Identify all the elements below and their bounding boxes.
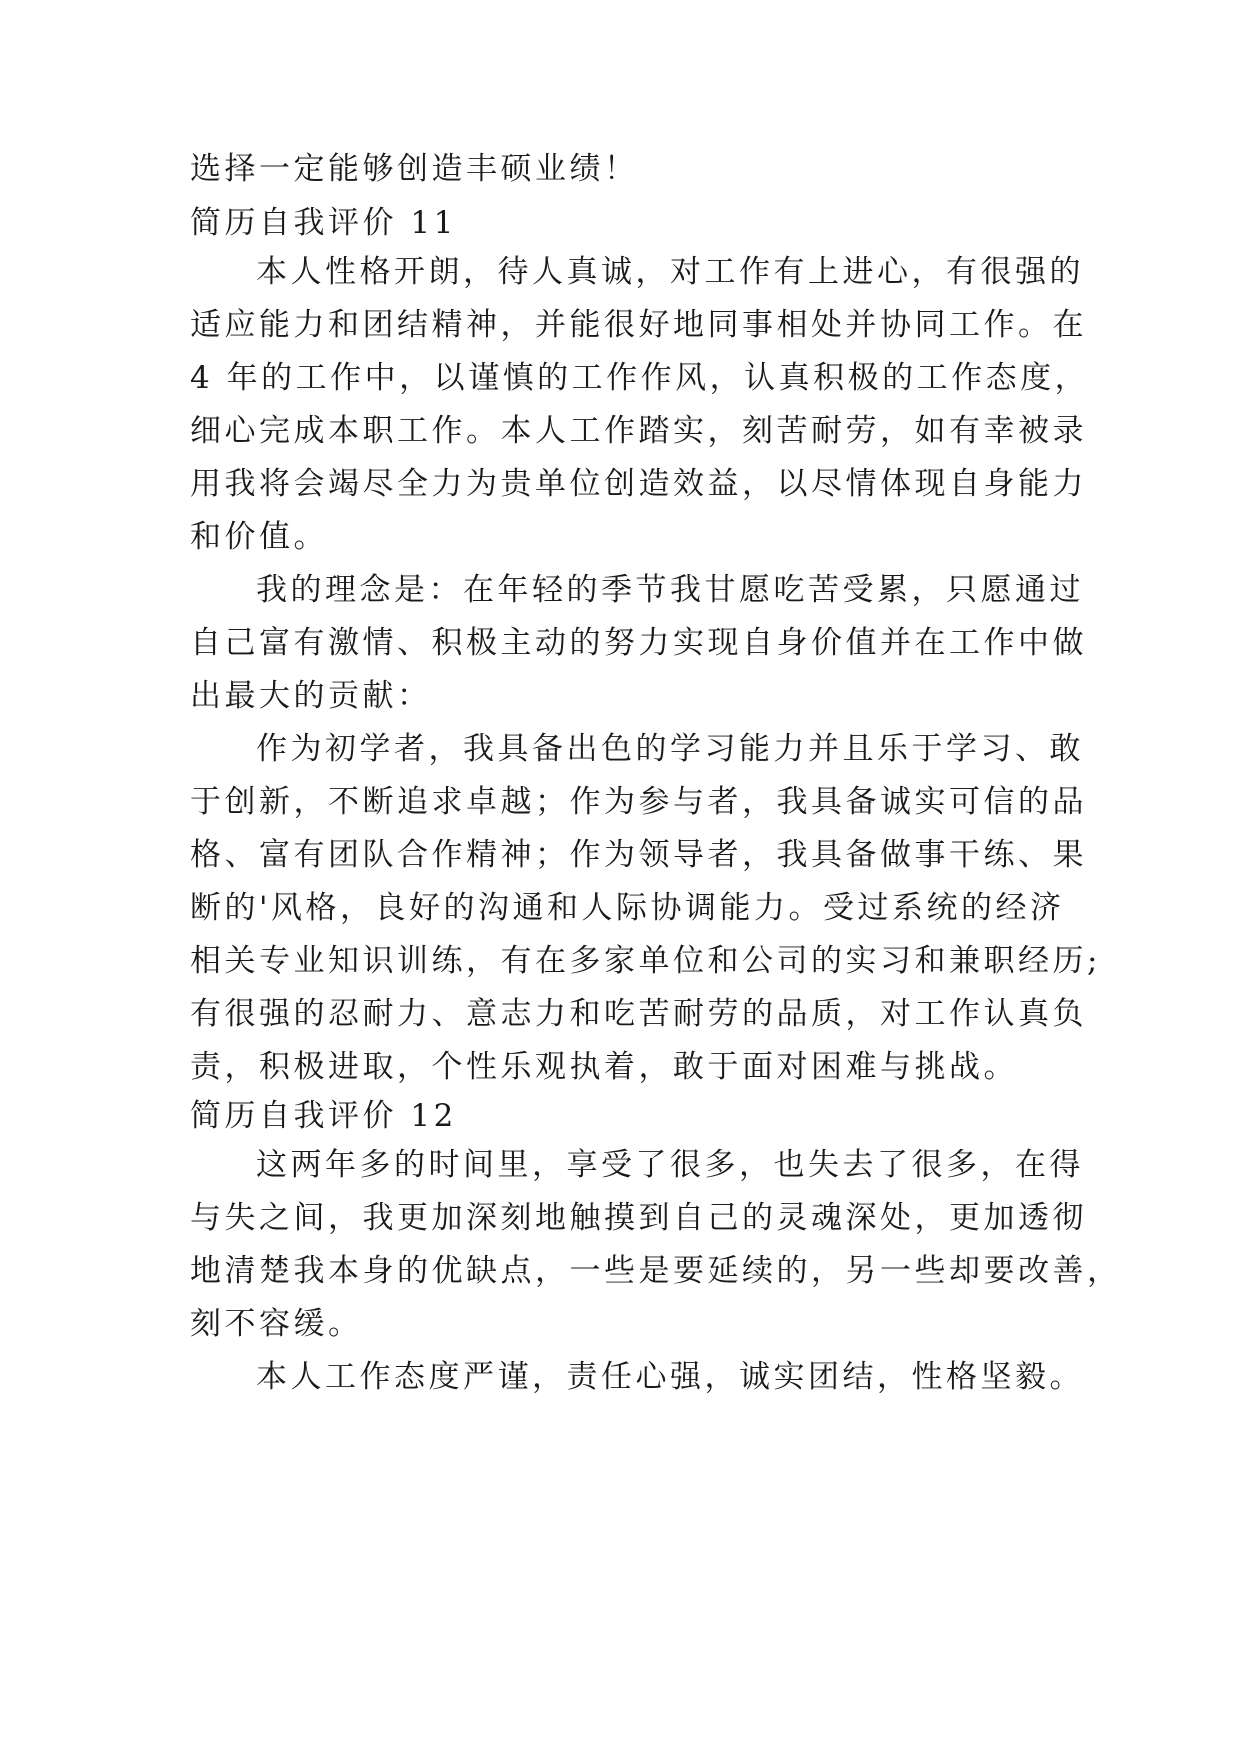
text-line: 刻不容缓。 bbox=[190, 1306, 363, 1342]
text-line: 断的'风格，良好的沟通和人际协调能力。受过系统的经济 bbox=[190, 890, 1065, 926]
paragraph-first-line: 作为初学者，我具备出色的学习能力并且乐于学习、敢 bbox=[256, 731, 1084, 767]
text-line: 格、富有团队合作精神；作为领导者，我具备做事干练、果 bbox=[190, 837, 1087, 873]
text-line: 责，积极进取，个性乐观执着，敢于面对困难与挑战。 bbox=[190, 1049, 1018, 1085]
text-line: 地清楚我本身的优缺点，一些是要延续的，另一些却要改善， bbox=[190, 1253, 1122, 1289]
section-heading: 简历自我评价 12 bbox=[190, 1098, 457, 1134]
text-line: 用我将会竭尽全力为贵单位创造效益，以尽情体现自身能力 bbox=[190, 466, 1087, 502]
text-line: 选择一定能够创造丰硕业绩！ bbox=[190, 151, 639, 187]
text-line: 与失之间，我更加深刻地触摸到自己的灵魂深处，更加透彻 bbox=[190, 1200, 1087, 1236]
text-line: 适应能力和团结精神，并能很好地同事相处并协同工作。在 bbox=[190, 307, 1087, 343]
paragraph-first-line: 本人工作态度严谨，责任心强，诚实团结，性格坚毅。 bbox=[256, 1359, 1084, 1395]
text-line: 细心完成本职工作。本人工作踏实，刻苦耐劳，如有幸被录 bbox=[190, 413, 1087, 449]
text-line: 相关专业知识训练，有在多家单位和公司的实习和兼职经历; bbox=[190, 943, 1101, 979]
text-line: 和价值。 bbox=[190, 519, 328, 555]
paragraph-first-line: 本人性格开朗，待人真诚，对工作有上进心，有很强的 bbox=[256, 254, 1084, 290]
text-line: 4 年的工作中，以谨慎的工作作风，认真积极的工作态度， bbox=[190, 360, 1090, 396]
text-line: 于创新，不断追求卓越；作为参与者，我具备诚实可信的品 bbox=[190, 784, 1087, 820]
text-line: 自己富有激情、积极主动的努力实现自身价值并在工作中做 bbox=[190, 625, 1087, 661]
text-line: 有很强的忍耐力、意志力和吃苦耐劳的品质，对工作认真负 bbox=[190, 996, 1087, 1032]
text-line: 出最大的贡献： bbox=[190, 678, 432, 714]
section-heading: 简历自我评价 11 bbox=[190, 205, 457, 241]
paragraph-first-line: 这两年多的时间里，享受了很多，也失去了很多，在得 bbox=[256, 1147, 1084, 1183]
paragraph-first-line: 我的理念是：在年轻的季节我甘愿吃苦受累，只愿通过 bbox=[256, 572, 1084, 608]
